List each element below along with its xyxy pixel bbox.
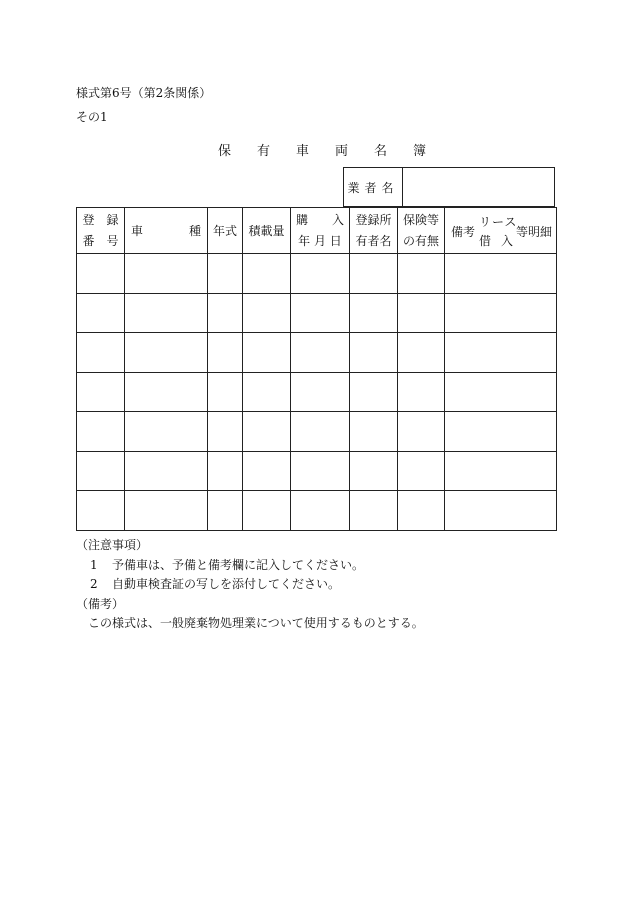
table-header-row bbox=[77, 208, 557, 254]
table-cell[interactable] bbox=[291, 491, 350, 531]
table-row bbox=[77, 333, 557, 373]
table-cell[interactable] bbox=[208, 412, 243, 452]
table-cell[interactable] bbox=[350, 412, 398, 452]
table-cell[interactable] bbox=[445, 293, 557, 333]
notes-section bbox=[76, 536, 424, 634]
table-cell[interactable] bbox=[243, 372, 291, 412]
table-cell[interactable] bbox=[208, 451, 243, 491]
table-cell[interactable] bbox=[208, 491, 243, 531]
table-cell[interactable] bbox=[208, 293, 243, 333]
table-cell[interactable] bbox=[350, 451, 398, 491]
table-cell[interactable] bbox=[398, 491, 445, 531]
operator-name-box bbox=[343, 167, 555, 207]
col-header-model-year: 年式 bbox=[208, 208, 243, 254]
table-cell[interactable] bbox=[291, 372, 350, 412]
table-cell[interactable] bbox=[291, 412, 350, 452]
table-cell[interactable] bbox=[243, 254, 291, 294]
table-cell[interactable] bbox=[125, 491, 208, 531]
table-cell[interactable] bbox=[77, 293, 125, 333]
vehicle-table bbox=[76, 207, 557, 531]
table-row bbox=[77, 412, 557, 452]
col-header-registered-owner: 登録所 有者名 bbox=[350, 208, 398, 254]
table-cell[interactable] bbox=[77, 254, 125, 294]
table-cell[interactable] bbox=[350, 491, 398, 531]
operator-name-label: 業者名 bbox=[344, 168, 403, 206]
table-cell[interactable] bbox=[77, 333, 125, 373]
col-header-registration-number: 登 録 番 号 bbox=[77, 208, 125, 254]
table-cell[interactable] bbox=[243, 333, 291, 373]
table-cell[interactable] bbox=[445, 254, 557, 294]
table-cell[interactable] bbox=[125, 333, 208, 373]
table-cell[interactable] bbox=[445, 333, 557, 373]
table-cell[interactable] bbox=[77, 412, 125, 452]
table-cell[interactable] bbox=[125, 412, 208, 452]
table-cell[interactable] bbox=[398, 451, 445, 491]
remarks-heading: （備考） bbox=[76, 596, 125, 611]
table-cell[interactable] bbox=[398, 412, 445, 452]
table-cell[interactable] bbox=[350, 254, 398, 294]
table-row bbox=[77, 293, 557, 333]
table-cell[interactable] bbox=[125, 254, 208, 294]
caution-heading: （注意事項） bbox=[76, 538, 149, 552]
table-cell[interactable] bbox=[291, 451, 350, 491]
table-cell[interactable] bbox=[445, 491, 557, 531]
operator-name-field[interactable] bbox=[403, 168, 554, 206]
table-cell[interactable] bbox=[243, 412, 291, 452]
table-cell[interactable] bbox=[208, 254, 243, 294]
page-title: 保有車両名簿 bbox=[218, 144, 453, 159]
table-cell[interactable] bbox=[445, 412, 557, 452]
table-cell[interactable] bbox=[445, 372, 557, 412]
table-cell[interactable] bbox=[291, 293, 350, 333]
table-cell[interactable] bbox=[398, 333, 445, 373]
caution-item: 1 予備車は、予備と備考欄に記入してください。 bbox=[90, 557, 365, 572]
table-cell[interactable] bbox=[77, 491, 125, 531]
table-row bbox=[77, 254, 557, 294]
col-header-purchase-date: 購 入 年 月 日 bbox=[291, 208, 350, 254]
table-cell[interactable] bbox=[243, 451, 291, 491]
remarks-text: この様式は、一般廃棄物処理業について使用するものとする。 bbox=[88, 616, 424, 630]
table-cell[interactable] bbox=[291, 333, 350, 373]
table-cell[interactable] bbox=[398, 372, 445, 412]
table-cell[interactable] bbox=[350, 333, 398, 373]
col-header-vehicle-type: 車 種 bbox=[125, 208, 208, 254]
table-cell[interactable] bbox=[208, 333, 243, 373]
sub-number: その1 bbox=[76, 110, 108, 124]
table-cell[interactable] bbox=[77, 451, 125, 491]
table-cell[interactable] bbox=[398, 254, 445, 294]
table-cell[interactable] bbox=[398, 293, 445, 333]
table-cell[interactable] bbox=[125, 451, 208, 491]
table-cell[interactable] bbox=[350, 293, 398, 333]
table-row bbox=[77, 372, 557, 412]
form-number: 様式第6号（第2条関係） bbox=[76, 86, 212, 100]
col-header-remarks: 備考 リース 借入 等明細 bbox=[445, 208, 557, 254]
table-cell[interactable] bbox=[243, 293, 291, 333]
table-cell[interactable] bbox=[125, 293, 208, 333]
col-header-load-capacity: 積載量 bbox=[243, 208, 291, 254]
col-header-insurance: 保険等 の有無 bbox=[398, 208, 445, 254]
table-cell[interactable] bbox=[125, 372, 208, 412]
table-cell[interactable] bbox=[291, 254, 350, 294]
table-cell[interactable] bbox=[208, 372, 243, 412]
table-cell[interactable] bbox=[350, 372, 398, 412]
table-cell[interactable] bbox=[445, 451, 557, 491]
table-row bbox=[77, 491, 557, 531]
caution-item: 2 自動車検査証の写しを添付してください。 bbox=[90, 577, 341, 591]
table-row bbox=[77, 451, 557, 491]
table-cell[interactable] bbox=[77, 372, 125, 412]
table-cell[interactable] bbox=[243, 491, 291, 531]
